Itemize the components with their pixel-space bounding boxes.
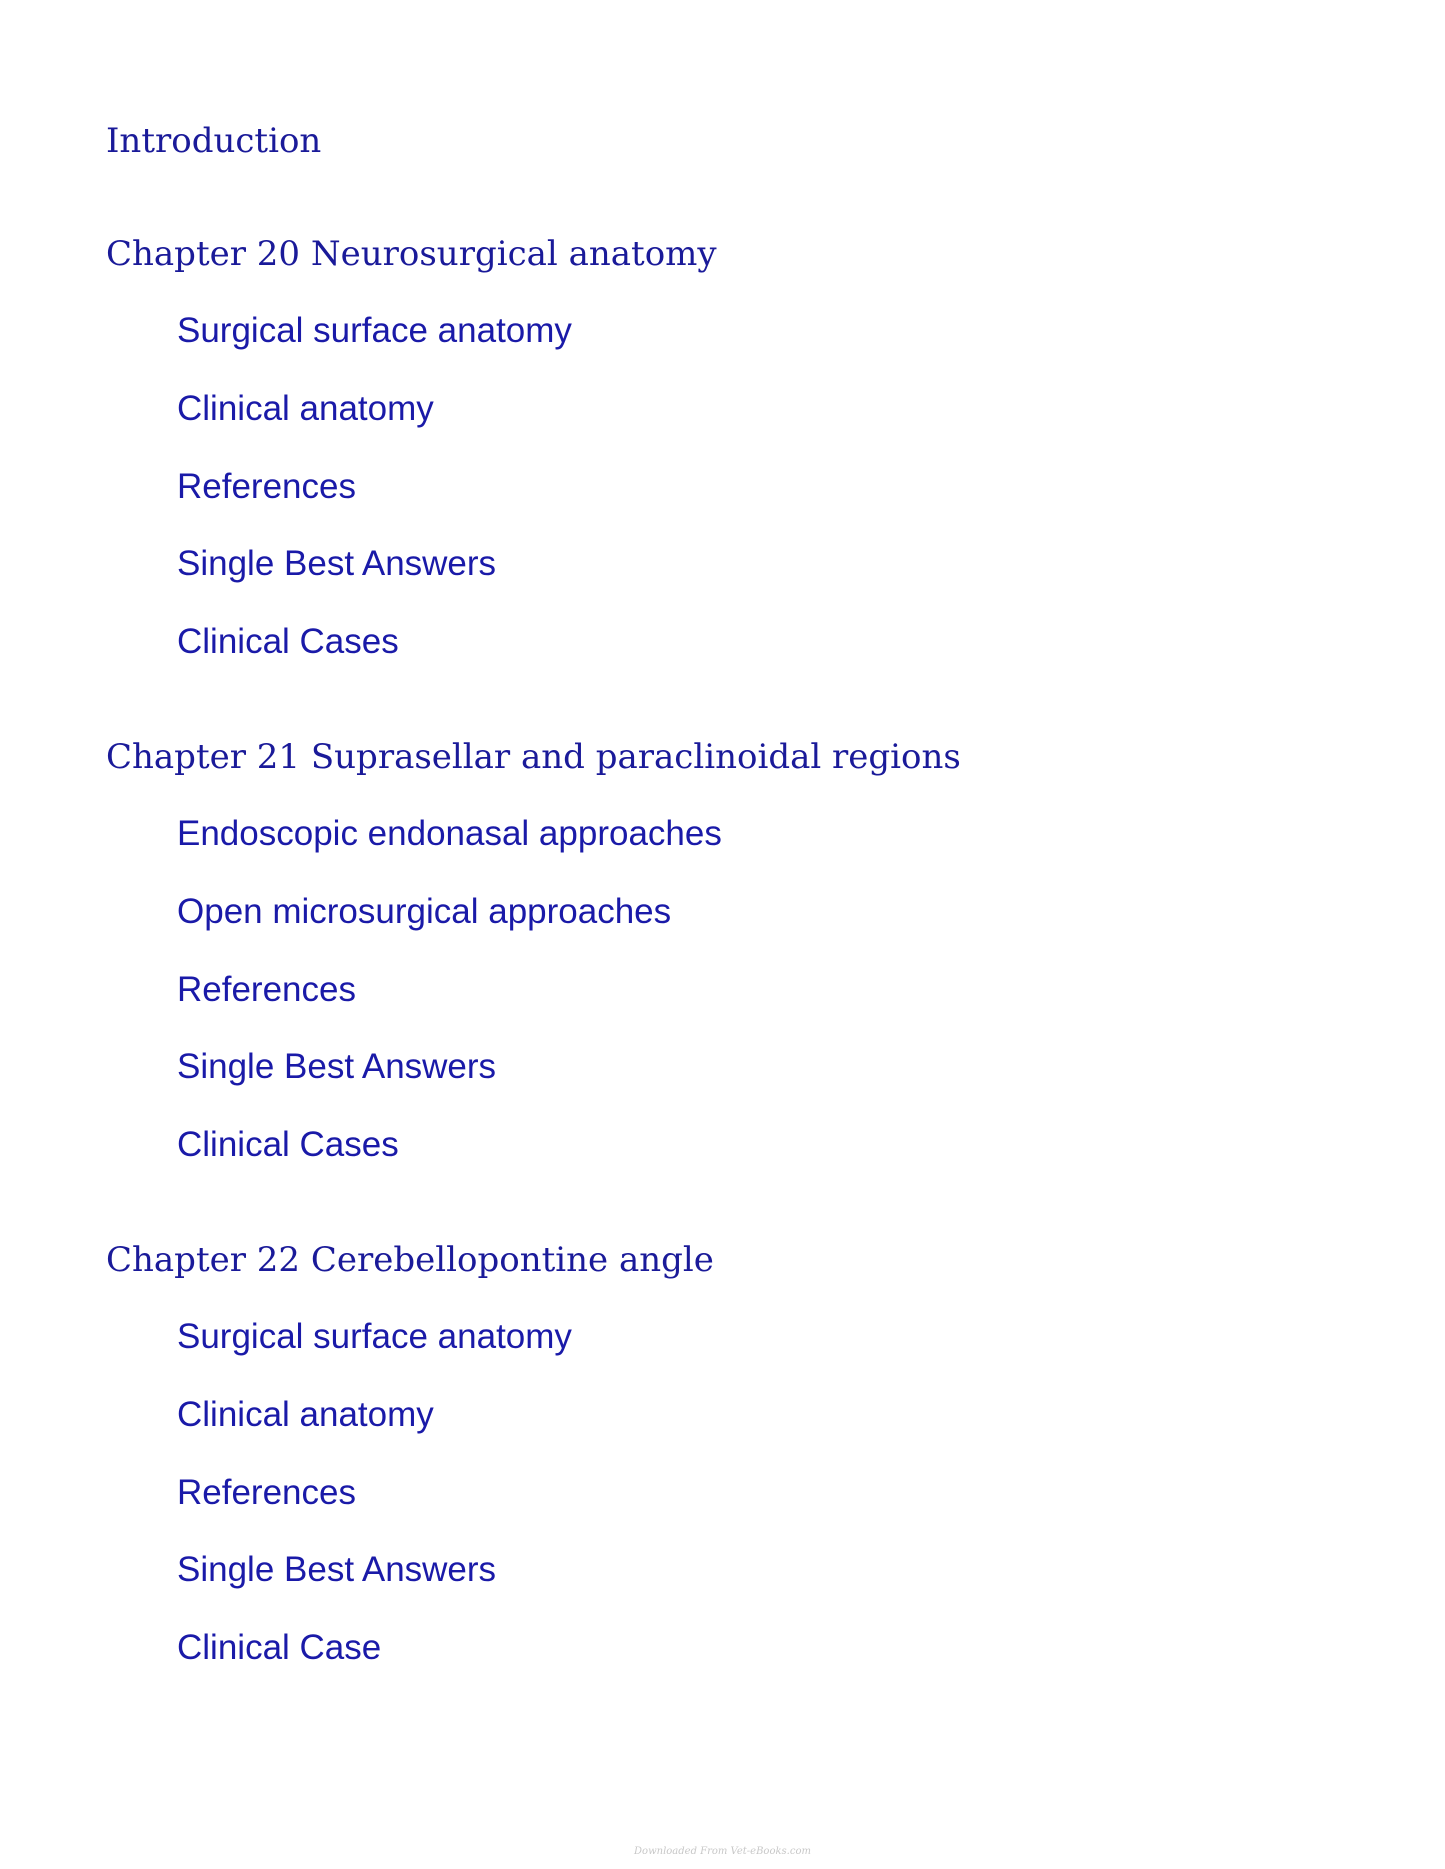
chapter-20-section-link[interactable]: Clinical anatomy [177,389,434,428]
chapter-20-title-link[interactable]: Chapter 20 Neurosurgical anatomy [106,234,717,274]
chapter-22-title-link[interactable]: Chapter 22 Cerebellopontine angle [106,1240,714,1280]
chapter-20-section-link[interactable]: References [177,467,356,506]
chapter-20-section-link[interactable]: Surgical surface anatomy [177,311,572,350]
chapter-20-section-link[interactable]: Clinical Cases [177,622,399,661]
chapter-21-title-link[interactable]: Chapter 21 Suprasellar and paraclinoidal regions [106,737,961,777]
chapter-21-section-link[interactable]: Clinical Cases [177,1125,399,1164]
chapter-22-section-link[interactable]: Clinical anatomy [177,1395,434,1434]
chapter-21-section-link[interactable]: Single Best Answers [177,1047,497,1086]
chapter-21-section-link[interactable]: References [177,970,356,1009]
chapter-22-section-link[interactable]: Clinical Case [177,1628,382,1667]
toc-introduction-link[interactable]: Introduction [106,121,322,161]
chapter-22-section-link[interactable]: Surgical surface anatomy [177,1317,572,1356]
chapter-22-section-link[interactable]: References [177,1473,356,1512]
chapter-21-section-link[interactable]: Open microsurgical approaches [177,892,672,931]
download-watermark: Downloaded From Vet-eBooks.com [634,1846,811,1857]
chapter-21-section-link[interactable]: Endoscopic endonasal approaches [177,814,722,853]
chapter-22-section-link[interactable]: Single Best Answers [177,1550,497,1589]
chapter-20-section-link[interactable]: Single Best Answers [177,544,497,583]
